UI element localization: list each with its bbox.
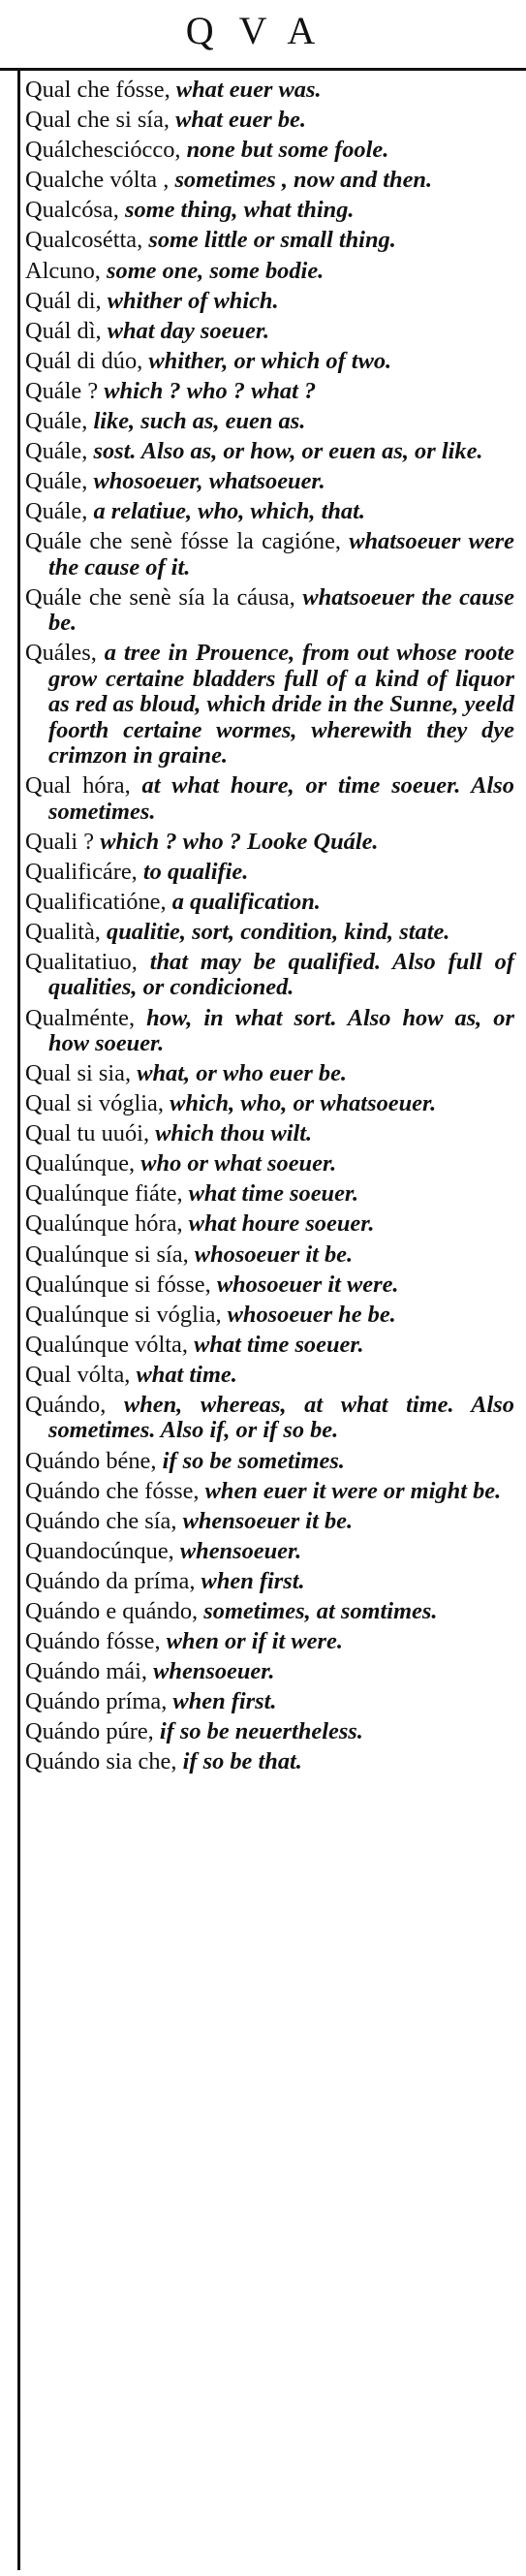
entry-headword: Qualche vólta ,: [25, 167, 170, 194]
dictionary-entry: [25, 108, 514, 133]
entry-definition: how, in what sort. Also how as, or how soeuer.: [48, 1004, 514, 1056]
entry-headword: Quándo béne,: [25, 1447, 157, 1474]
entry-headword: Qualificatióne,: [25, 888, 167, 915]
dictionary-entry: [25, 259, 514, 284]
entry-headword: Qualúnque fiáte,: [25, 1180, 183, 1208]
entry-headword: Quándo da príma,: [25, 1567, 196, 1594]
dictionary-entry: [25, 1569, 514, 1594]
dictionary-entry: [25, 1659, 514, 1684]
dictionary-entries: [25, 78, 514, 1775]
dictionary-entry: [25, 469, 514, 494]
entry-definition: when first.: [201, 1567, 305, 1594]
entry-headword: Qualcósa,: [25, 197, 119, 224]
entry-definition: some little or small thing.: [148, 227, 396, 254]
entry-definition: some one, some bodie.: [107, 257, 325, 284]
entry-headword: Qual che fósse,: [25, 77, 170, 103]
entry-definition: whosoeuer it be.: [194, 1241, 354, 1268]
entry-definition: when, whereas, at what time. Also sometimes. Also if, or if so be.: [48, 1392, 514, 1444]
entry-headword: Quálchescióccо,: [25, 137, 181, 164]
dictionary-entry: [25, 1629, 514, 1654]
entry-headword: Qualità,: [25, 918, 101, 945]
entry-headword: Quándo sia che,: [25, 1748, 177, 1775]
entry-definition: what, or who euer be.: [137, 1060, 348, 1086]
dictionary-entry: [25, 1181, 514, 1207]
dictionary-entry: [25, 1091, 514, 1116]
entry-headword: Qualúnque si sía,: [25, 1241, 189, 1268]
entry-definition: whensoeuer.: [153, 1658, 275, 1685]
entry-headword: Quále,: [25, 408, 88, 435]
entry-definition: like, such as, euen as.: [93, 408, 306, 435]
dictionary-entry: [25, 379, 514, 404]
entry-definition: if so be neuertheless.: [159, 1718, 363, 1745]
entry-definition: sometimes , now and then.: [174, 167, 433, 194]
entry-definition: whensoeuer it be.: [182, 1507, 354, 1534]
entry-definition: that may be qualified. Also full of qualities, or condicioned.: [48, 949, 514, 1001]
entry-headword: Alcuno,: [25, 257, 101, 284]
entry-headword: Qualificáre,: [25, 858, 138, 885]
entry-definition: what time soeuer.: [194, 1331, 364, 1358]
entry-headword: Quále che senè sía la cáusa,: [25, 583, 295, 611]
entry-definition: qualitie, sort, condition, kind, state.: [107, 918, 450, 945]
entry-headword: Quándo mái,: [25, 1658, 147, 1685]
entry-definition: whensoeuer.: [179, 1537, 302, 1564]
entry-definition: which thou wilt.: [155, 1120, 313, 1147]
dictionary-entry: [25, 168, 514, 193]
entry-headword: Quándo e quándo,: [25, 1598, 199, 1624]
entry-headword: Quali ?: [25, 828, 95, 855]
dictionary-entry: [25, 1121, 514, 1147]
entry-headword: Quále che senè fósse la cagióne,: [25, 528, 342, 555]
entry-headword: Qual si sia,: [25, 1060, 132, 1086]
dictionary-entry: [25, 1272, 514, 1298]
dictionary-entry: [25, 1719, 514, 1744]
entry-headword: Qualúnque hóra,: [25, 1210, 183, 1238]
entry-definition: whosoeuer, whatsoeuer.: [93, 468, 325, 495]
entry-headword: Quále,: [25, 498, 88, 525]
entry-definition: what time soeuer.: [188, 1180, 359, 1208]
entry-definition: when first.: [172, 1688, 277, 1715]
entry-headword: Quándo fósse,: [25, 1628, 161, 1655]
entry-definition: whither, or which of two.: [148, 347, 392, 374]
dictionary-entry: [25, 1211, 514, 1237]
entry-definition: a tree in Prouence, from out whose roote grow certaine bladders full of a kind of liquor as red as bloud, which dride in the Sunne, yeeld foorth certaine wormes, wherewith they dye crimzon in graine.: [48, 640, 514, 770]
entry-definition: what time.: [136, 1361, 237, 1388]
entry-definition: some thing, what thing.: [124, 197, 355, 224]
entry-headword: Qualúnque si fósse,: [25, 1271, 211, 1298]
entry-definition: what euer was.: [175, 77, 322, 103]
dictionary-entry: [25, 641, 514, 769]
dictionary-entry: [25, 1479, 514, 1504]
dictionary-entry: [25, 860, 514, 885]
entry-definition: what houre soeuer.: [188, 1210, 375, 1238]
entry-definition: at what houre, or time soeuer. Also sometimes.: [48, 772, 514, 825]
dictionary-entry: [25, 773, 514, 825]
header-rule: [0, 68, 526, 71]
entry-headword: Quál di,: [25, 287, 102, 314]
entry-definition: whosoeuer he be.: [227, 1301, 396, 1328]
entry-headword: Quále,: [25, 468, 88, 495]
entry-headword: Quándo príma,: [25, 1688, 168, 1715]
entry-definition: if so be sometimes.: [162, 1447, 345, 1474]
entry-headword: Quál dì,: [25, 317, 102, 344]
entry-headword: Qualitatiuo,: [25, 949, 138, 975]
dictionary-entry: [25, 1509, 514, 1534]
entry-definition: if so be that.: [182, 1748, 302, 1775]
entry-definition: which, who, or whatsoeuer.: [170, 1090, 437, 1117]
entry-headword: Qual vólta,: [25, 1361, 131, 1388]
entry-definition: to qualifie.: [142, 858, 249, 885]
entry-headword: Qualcosétta,: [25, 227, 143, 254]
dictionary-entry: [25, 499, 514, 524]
dictionary-entry: [25, 198, 514, 223]
entry-headword: Qualménte,: [25, 1004, 136, 1031]
entry-definition: who or what soeuer.: [140, 1150, 337, 1178]
running-head: QVA: [185, 9, 341, 52]
entry-definition: sost. Also as, or how, or euen as, or like.: [93, 438, 483, 465]
entry-headword: Quándo che sía,: [25, 1507, 177, 1534]
dictionary-entry: [25, 1689, 514, 1714]
dictionary-entry: [25, 1303, 514, 1328]
dictionary-entry: [25, 1006, 514, 1057]
dictionary-entry: [25, 830, 514, 855]
dictionary-entry: [25, 1749, 514, 1775]
entry-definition: what euer be.: [175, 107, 306, 134]
entry-headword: Quándo púre,: [25, 1718, 154, 1745]
entry-definition: which ? who ? what ?: [104, 377, 317, 404]
entry-headword: Quále,: [25, 438, 88, 465]
column-rule: [17, 70, 20, 2570]
dictionary-entry: [25, 920, 514, 945]
entry-headword: Qual che si sía,: [25, 107, 170, 134]
dictionary-entry: [25, 1449, 514, 1474]
entry-headword: Qual tu uuói,: [25, 1120, 150, 1147]
entry-headword: Quándo,: [25, 1392, 107, 1419]
entry-definition: whatsoeuer the cause be.: [48, 583, 514, 637]
entry-headword: Quál di dúo,: [25, 347, 143, 374]
dictionary-entry: [25, 289, 514, 314]
entry-definition: which ? who ? Looke Quále.: [100, 828, 379, 855]
entry-definition: sometimes, at somtimes.: [203, 1598, 438, 1624]
dictionary-entry: [25, 585, 514, 637]
dictionary-entry: [25, 1333, 514, 1358]
dictionary-entry: [25, 1151, 514, 1177]
dictionary-entry: [25, 319, 514, 344]
entry-headword: Qualúnque,: [25, 1150, 136, 1178]
entry-definition: a relatiue, who, which, that.: [93, 498, 366, 525]
dictionary-entry: [25, 409, 514, 434]
entry-definition: whither of which.: [107, 287, 279, 314]
entry-headword: Qualúnque vólta,: [25, 1331, 188, 1358]
entry-headword: Quáles,: [25, 640, 97, 667]
entry-headword: Qualúnque si vóglia,: [25, 1301, 222, 1328]
dictionary-entry: [25, 1061, 514, 1086]
dictionary-entry: [25, 138, 514, 163]
entry-headword: Qual hóra,: [25, 772, 131, 800]
dictionary-entry: [25, 529, 514, 581]
entry-definition: when euer it were or might be.: [204, 1477, 502, 1504]
entry-headword: Qual si vóglia,: [25, 1090, 164, 1117]
entry-headword: Quándo che fósse,: [25, 1477, 200, 1504]
entry-definition: what day soeuer.: [107, 317, 270, 344]
dictionary-entry: [25, 439, 514, 464]
dictionary-entry: [25, 950, 514, 1001]
dictionary-entry: [25, 228, 514, 253]
dictionary-entry: [25, 349, 514, 374]
entry-definition: whosoeuer it were.: [216, 1271, 399, 1298]
entry-headword: Quandocúnque,: [25, 1537, 174, 1564]
dictionary-entry: [25, 1242, 514, 1268]
dictionary-entry: [25, 1539, 514, 1564]
entry-definition: a qualification.: [171, 888, 321, 915]
dictionary-entry: [25, 78, 514, 103]
dictionary-entry: [25, 890, 514, 915]
entry-definition: none but some foole.: [186, 137, 389, 164]
dictionary-entry: [25, 1599, 514, 1624]
entry-definition: when or if it were.: [166, 1628, 343, 1655]
dictionary-entry: [25, 1393, 514, 1444]
entry-definition: whatsoeuer were the cause of it.: [48, 528, 514, 581]
entry-headword: Quále ?: [25, 377, 99, 404]
dictionary-entry: [25, 1363, 514, 1388]
